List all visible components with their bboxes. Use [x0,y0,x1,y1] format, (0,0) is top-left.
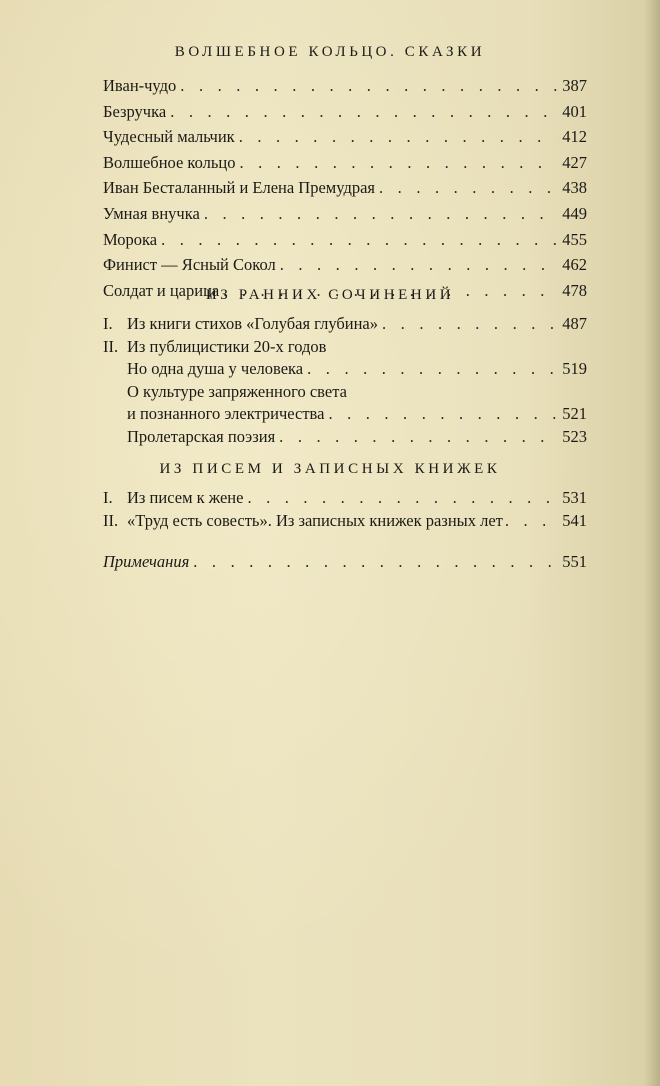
section-heading-letters: ИЗ ПИСЕМ И ЗАПИСНЫХ КНИЖЕК [159,461,501,477]
entry-page-number: 531 [562,488,587,507]
dot-leader [279,426,557,449]
toc-entry[interactable] [103,227,587,253]
entry-title: Солдат и царица [103,280,220,300]
entry-roman-number: II. [103,336,119,356]
toc-entry[interactable] [103,150,587,176]
toc-letters [103,487,587,532]
toc-entry[interactable] [103,510,587,533]
dot-leader [161,227,557,253]
entry-page-number: 438 [562,178,587,198]
entry-roman-number: II. [103,510,119,530]
toc-entry[interactable] [103,175,587,201]
entry-page-number: 519 [562,359,587,378]
entry-title: Чудесный мальчик [103,127,235,147]
entry-title: Из публицистики 20-х годов [127,336,327,356]
entry-page-number: 412 [562,127,587,147]
entry-title: Финист — Ясный Сокол [103,255,276,275]
notes-title: Примечания [103,552,190,571]
toc-fairy-tales [103,73,587,303]
entry-page-number: 387 [562,76,587,95]
entry-page-number: 455 [562,229,587,249]
dot-leader [180,73,557,99]
page-edge-shadow [644,0,660,1086]
dot-leader [505,510,559,533]
dot-leader [382,313,557,336]
entry-title: Морока [103,229,158,249]
entry-roman-number: I. [103,488,113,507]
entry-title: Из книги стихов «Голубая глубина» [127,314,379,333]
entry-title: Волшебное кольцо [103,152,236,172]
entry-title: и познанного электричества [127,404,325,423]
toc-entry[interactable] [103,313,587,336]
toc-entry-notes[interactable] [103,549,587,575]
toc-entry[interactable] [103,201,587,227]
entry-page-number: 521 [562,404,587,423]
entry-title: «Труд есть совесть». Из записных книжек разных лет [127,510,503,530]
toc-entry [103,336,587,359]
entry-page-number: 401 [562,101,587,121]
toc-entry [103,381,587,404]
entry-title: Пролетарская поэзия [127,426,276,446]
dot-leader [204,201,557,227]
entry-title: О культуре запряженного света [127,381,347,401]
section-heading-early-works: ИЗ РАННИХ СОЧИНЕНИЙ [205,287,455,303]
dot-leader [193,549,557,575]
entry-title: Но одна душа у человека [127,359,304,378]
toc-entry[interactable] [103,124,587,150]
dot-leader [328,403,557,426]
toc-notes [103,549,587,575]
entry-title: Из писем к жене [127,488,244,507]
toc-early-works [103,313,587,448]
entry-page-number: 478 [562,280,587,300]
dot-leader [170,99,557,125]
toc-entry[interactable] [103,426,587,449]
entry-page-number: 462 [562,255,587,275]
dot-leader [307,358,557,381]
dot-leader [379,175,557,201]
toc-entry[interactable] [103,252,587,278]
entry-title: Умная внучка [103,203,200,223]
dot-leader [247,487,557,510]
dot-leader [239,124,557,150]
toc-entry[interactable] [103,73,587,99]
entry-page-number: 541 [562,510,587,530]
dot-leader [280,252,557,278]
entry-page-number: 523 [562,426,587,446]
entry-title: Иван Бесталанный и Елена Премудрая [103,178,376,198]
entry-title: Иван-чудо [103,76,177,95]
section-heading-fairy-tales: ВОЛШЕБНОЕ КОЛЬЦО. СКАЗКИ [174,44,486,60]
entry-page-number: 487 [562,314,587,333]
notes-page-number: 551 [562,552,587,571]
entry-page-number: 449 [562,203,587,223]
toc-entry[interactable] [103,487,587,510]
toc-entry[interactable] [103,358,587,381]
toc-entry[interactable] [103,99,587,125]
toc-entry[interactable] [103,403,587,426]
entry-roman-number: I. [103,314,113,333]
dot-leader [239,150,557,176]
entry-title: Безручка [103,101,167,121]
entry-page-number: 427 [562,152,587,172]
